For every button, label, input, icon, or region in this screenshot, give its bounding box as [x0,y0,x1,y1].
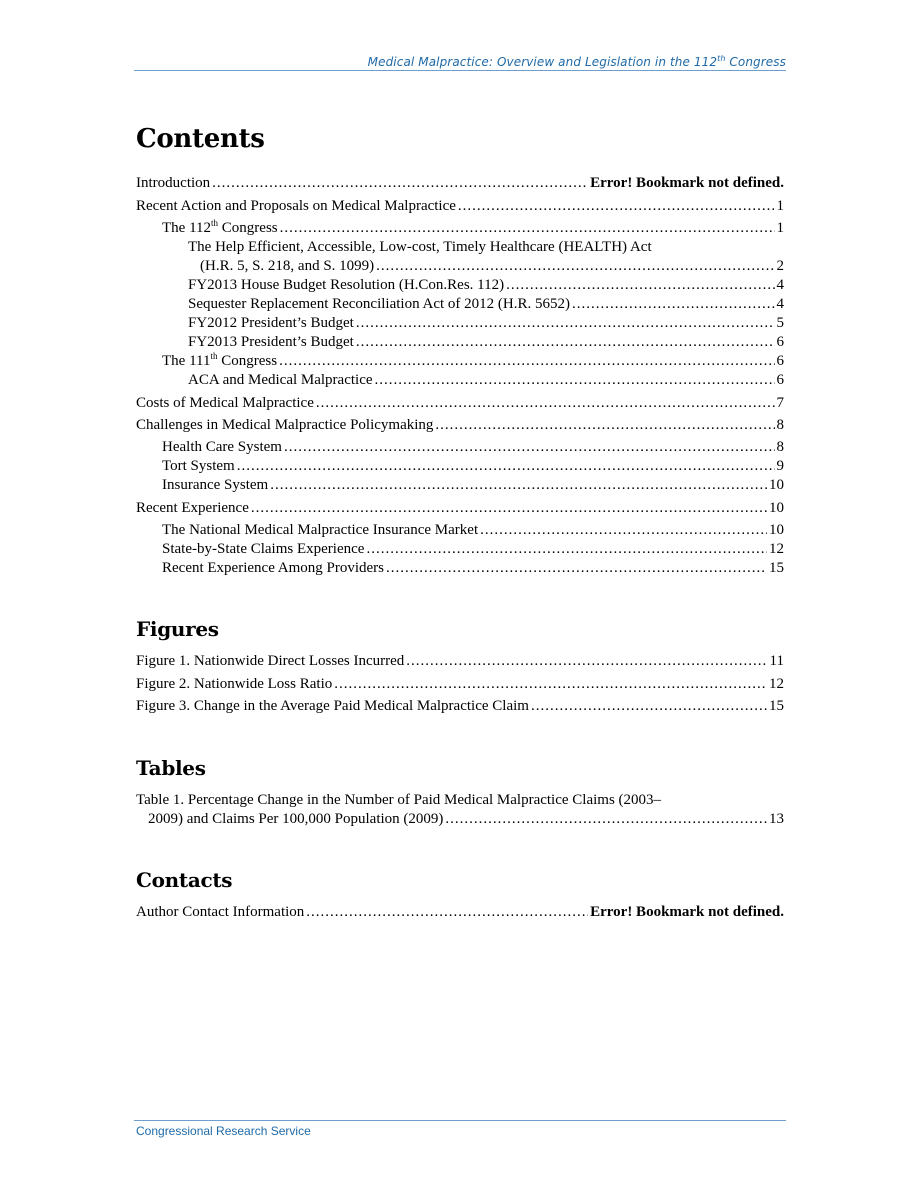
table-entry-title: 2009) and Claims Per 100,000 Population (2009) [148,811,444,827]
dot-leader [212,174,588,193]
dot-leader [251,499,767,518]
toc-entry-page: 9 [776,458,784,474]
toc-entry-title: Recent Action and Proposals on Medical Malpractice [136,198,456,214]
running-header-text-end: Congress [725,55,786,69]
toc-entry-title [162,352,277,371]
toc-entry-introduction[interactable] [136,174,784,193]
toc-entry-aca-medical-malpractice[interactable] [188,371,784,390]
dot-leader [270,476,767,495]
toc-entry-title [162,219,278,238]
dot-leader [435,416,774,435]
toc-entry-page: 5 [776,315,784,331]
figure-entry-page: 12 [769,676,784,692]
running-header-text: Medical Malpractice: Overview and Legislation in the 112 [367,55,718,69]
toc-entry-page: 6 [776,372,784,388]
contact-entry-title: Author Contact Information [136,904,305,920]
toc-entry-page: 1 [776,198,784,214]
footer-rule [134,1120,786,1121]
figure-entry-title: Figure 1. Nationwide Direct Losses Incurred [136,653,405,669]
header-rule [134,70,786,71]
dot-leader [366,540,767,559]
toc-entry-page: 1 [776,220,784,236]
toc-entry-page: 10 [769,522,784,538]
toc-entry-title: FY2013 President’s Budget [188,334,354,350]
toc-entry-title: Recent Experience Among Providers [162,560,385,576]
toc-entry-fy2012-presidents-budget[interactable] [188,314,784,333]
toc-entry-insurance-system[interactable] [162,476,784,495]
toc-entry-recent-experience[interactable] [136,499,784,518]
dot-leader [375,371,775,390]
toc-entry-title: The National Medical Malpractice Insurance Market [162,522,479,538]
toc-entry-title: FY2013 House Budget Resolution (H.Con.Res. 112) [188,277,505,293]
toc-entry-title-sup: th [211,218,219,228]
dot-leader [406,652,767,671]
dot-leader [284,438,775,457]
toc-entry-title: Introduction [136,175,211,191]
toc-entry-title: Tort System [162,458,235,474]
figure-entry-title: Figure 3. Change in the Average Paid Medical Malpractice Claim [136,698,529,714]
toc-entry-title: Costs of Medical Malpractice [136,395,314,411]
contents-heading: Contents [136,124,265,154]
toc-entry-title: Sequester Replacement Reconciliation Act of 2012 (H.R. 5652) [188,296,570,312]
figure-entry-1[interactable] [136,652,784,671]
toc-entry-fy2013-house-budget[interactable] [188,276,784,295]
dot-leader [279,352,774,371]
figures-heading: Figures [136,617,219,641]
dot-leader [572,295,775,314]
toc-entry-page: 8 [776,417,784,433]
table-entry-1[interactable] [148,810,784,829]
toc-entry-title: ACA and Medical Malpractice [188,372,373,388]
toc-entry-title-text-end: Congress [218,220,278,236]
toc-entry-title: (H.R. 5, S. 218, and S. 1099) [200,258,375,274]
dot-leader [306,903,588,922]
toc-entry-title: Health Care System [162,439,282,455]
figure-entry-2[interactable] [136,675,784,694]
toc-entry-page: 10 [769,500,784,516]
dot-leader [386,559,767,578]
toc-entry-health-act[interactable] [200,257,784,276]
dot-leader [458,197,775,216]
toc-entry-title: Challenges in Medical Malpractice Policymaking [136,417,434,433]
toc-entry-page: 4 [776,296,784,312]
toc-entry-page: 8 [776,439,784,455]
dot-leader [237,457,775,476]
toc-entry-title: State-by-State Claims Experience [162,541,365,557]
toc-entry-page: 7 [776,395,784,411]
running-header-sup: th [717,54,726,63]
toc-entry-title-text: The 111 [162,353,211,369]
figure-entry-3[interactable] [136,697,784,716]
tables-heading: Tables [136,756,206,780]
contacts-heading: Contacts [136,868,233,892]
dot-leader [376,257,774,276]
toc-entry-national-market[interactable] [162,521,784,540]
toc-entry-health-act-line1[interactable]: The Help Efficient, Accessible, Low-cost, Timely Healthcare (HEALTH) Act [188,239,652,255]
toc-entry-page: 4 [776,277,784,293]
dot-leader [280,219,775,238]
toc-entry-page: 12 [769,541,784,557]
toc-entry-providers[interactable] [162,559,784,578]
toc-entry-recent-action[interactable] [136,197,784,216]
dot-leader [316,394,775,413]
toc-entry-challenges[interactable] [136,416,784,435]
dot-leader [356,333,775,352]
dot-leader [531,697,767,716]
dot-leader [506,276,774,295]
toc-entry-page: 2 [776,258,784,274]
toc-entry-page: 6 [776,334,784,350]
contact-entry-author[interactable] [136,903,784,922]
toc-entry-111th-congress[interactable] [162,352,784,371]
toc-entry-state-claims[interactable] [162,540,784,559]
running-header [134,54,786,69]
figure-entry-page: 15 [769,698,784,714]
toc-entry-title: Recent Experience [136,500,249,516]
dot-leader [445,810,767,829]
table-entry-page: 13 [769,811,784,827]
toc-entry-title: Insurance System [162,477,269,493]
toc-entry-page: 10 [769,477,784,493]
dot-leader [356,314,775,333]
toc-entry-title-text: The 112 [162,220,212,236]
toc-entry-title: FY2012 President’s Budget [188,315,354,331]
toc-entry-tort-system[interactable] [162,457,784,476]
running-footer: Congressional Research Service [136,1124,311,1138]
toc-entry-page: 6 [776,353,784,369]
toc-entry-fy2013-presidents-budget[interactable] [188,333,784,352]
toc-entry-112th-congress[interactable] [162,219,784,238]
figure-entry-page: 11 [769,653,784,669]
toc-entry-page: Error! Bookmark not defined. [590,175,784,191]
dot-leader [480,521,767,540]
dot-leader [334,675,767,694]
toc-entry-health-care-system[interactable] [162,438,784,457]
toc-entry-costs[interactable] [136,394,784,413]
toc-entry-title-sup: th [210,351,218,361]
toc-entry-title-text-end: Congress [217,353,278,369]
figure-entry-title: Figure 2. Nationwide Loss Ratio [136,676,333,692]
toc-entry-sequester-replacement[interactable] [188,295,784,314]
table-entry-1-line1[interactable]: Table 1. Percentage Change in the Number of Paid Medical Malpractice Claims (2003– [136,792,662,808]
contact-entry-page: Error! Bookmark not defined. [590,904,784,920]
toc-entry-page: 15 [769,560,784,576]
